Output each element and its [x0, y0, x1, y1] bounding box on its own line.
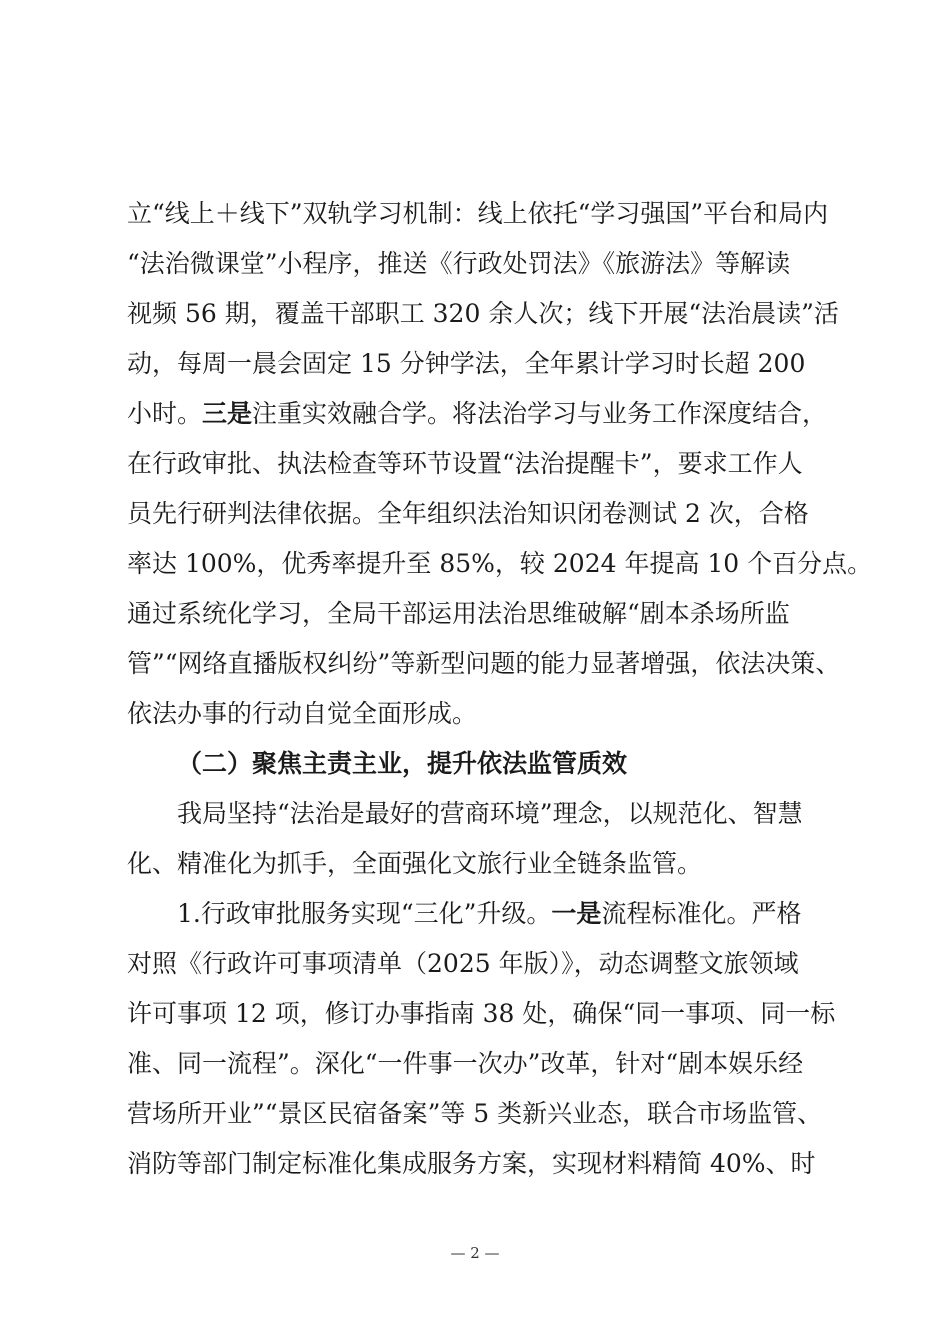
body-text-line: 我局坚持“法治是最好的营商环境”理念，以规范化、智慧 — [177, 799, 803, 828]
body-text-line: 通过系统化学习，全局干部运用法治思维破解“剧本杀场所监 — [127, 599, 790, 628]
text-run: 注重实效融合学。将法治学习与业务工作深度结合， — [252, 399, 828, 428]
body-text-line: 员先行研判法律依据。全年组织法治知识闭卷测试 2 次，合格 — [127, 499, 809, 528]
body-text-line: 对照《行政许可事项清单（2025 年版）》，动态调整文旅领域 — [127, 949, 799, 978]
body-text-line: 立“线上＋线下”双轨学习机制：线上依托“学习强国”平台和局内 — [127, 199, 829, 228]
body-text-line — [127, 397, 827, 431]
body-text-line: 动，每周一晨会固定 15 分钟学法，全年累计学习时长超 200 — [127, 349, 806, 378]
text-run: 1.行政审批服务实现“三化”升级。 — [177, 899, 552, 928]
body-text-line: 营场所开业”“景区民宿备案”等 5 类新兴业态，联合市场监管、 — [127, 1099, 823, 1128]
body-text-line: 依法办事的行动自觉全面形成。 — [127, 699, 478, 728]
body-text-line: 消防等部门制定标准化集成服务方案，实现材料精简 40%、时 — [127, 1149, 816, 1178]
text-run: 流程标准化。严格 — [601, 899, 802, 928]
body-text-line: 在行政审批、执法检查等环节设置“法治提醒卡”，要求工作人 — [127, 449, 803, 478]
body-text-line: 化、精准化为抓手，全面强化文旅行业全链条监管。 — [127, 849, 703, 878]
body-text-line: 视频 56 期，覆盖干部职工 320 余人次；线下开展“法治晨读”活 — [127, 299, 839, 328]
bold-marker: 三是 — [202, 399, 253, 428]
body-text-line: 管”“网络直播版权纠纷”等新型问题的能力显著增强，依法决策、 — [127, 649, 841, 678]
text-run: 小时。 — [127, 399, 203, 428]
page-number: — 2 — — [450, 1244, 500, 1262]
body-text-line: 准、同一流程”。深化“一件事一次办”改革，针对“剧本娱乐经 — [127, 1049, 804, 1078]
bold-marker: 一是 — [551, 899, 602, 928]
body-text-line — [177, 897, 877, 931]
section-heading: （二）聚焦主责主业，提升依法监管质效 — [177, 749, 628, 778]
body-text-line: 率达 100%，优秀率提升至 85%，较 2024 年提高 10 个百分点。 — [127, 549, 873, 578]
body-text-line: 许可事项 12 项，修订办事指南 38 处，确保“同一事项、同一标 — [127, 999, 836, 1028]
body-text-line: “法治微课堂”小程序，推送《行政处罚法》《旅游法》等解读 — [127, 249, 791, 278]
